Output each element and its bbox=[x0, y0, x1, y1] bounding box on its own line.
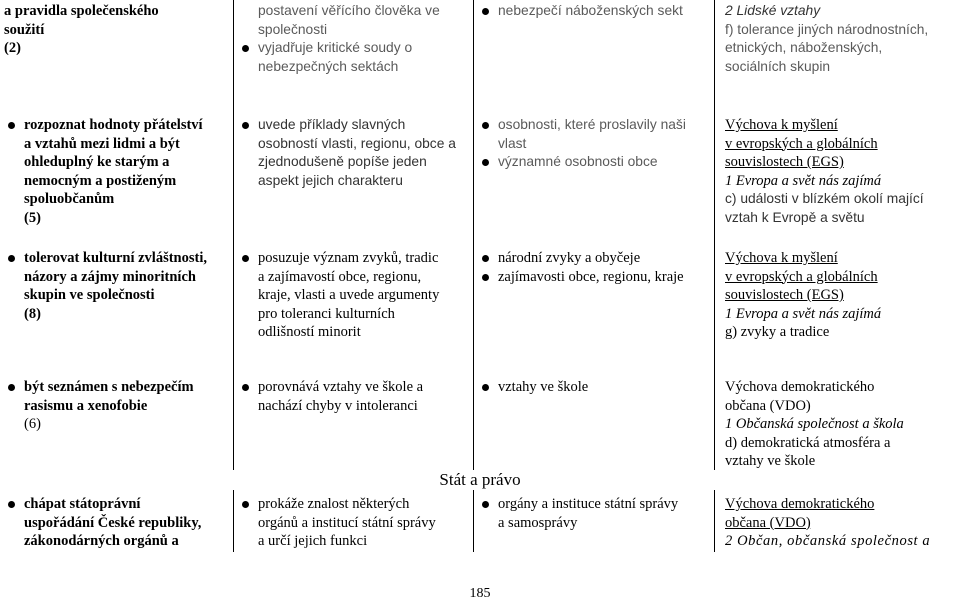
topic-text: vlast bbox=[498, 135, 527, 151]
table-row bbox=[0, 490, 960, 552]
outcome-text: aspekt jejich charakteru bbox=[258, 172, 403, 188]
theme-title: 1 Evropa a svět nás zajímá bbox=[725, 305, 882, 322]
goal-cell bbox=[2, 0, 234, 104]
theme-link[interactable]: Výchova demokratického bbox=[725, 496, 875, 512]
theme-link[interactable]: souvislostech (EGS) bbox=[725, 154, 844, 171]
outcome-cell bbox=[236, 490, 474, 552]
goal-code: (6) bbox=[24, 416, 41, 433]
theme-text: f) tolerance jiných národnostních, bbox=[725, 21, 929, 37]
goal-code: (2) bbox=[4, 40, 21, 57]
outcome-cell bbox=[236, 104, 474, 239]
outcome-text: společnosti bbox=[258, 21, 328, 37]
crosscurricular-cell bbox=[717, 239, 960, 367]
topic-text: a samosprávy bbox=[498, 514, 578, 531]
outcome-text: postavení věřícího člověka ve bbox=[258, 3, 440, 18]
outcome-text: a určí jejich funkci bbox=[258, 533, 368, 550]
theme-title: 2 Občan, občanská společnost a bbox=[725, 533, 931, 550]
goal-bullet: chápat státoprávní bbox=[2, 495, 233, 514]
goal-bullet: být seznámen s nebezpečím bbox=[2, 378, 233, 397]
goal-bullet: tolerovat kulturní zvláštnosti, bbox=[2, 249, 233, 268]
outcome-text: orgánů a institucí státní správy bbox=[258, 514, 436, 531]
crosscurricular-cell bbox=[717, 104, 960, 239]
outcome-cell bbox=[236, 367, 474, 470]
goal-text: soužití bbox=[4, 21, 45, 38]
topic-bullet: národní zvyky a obyčeje bbox=[476, 249, 714, 268]
theme-title: 2 Lidské vztahy bbox=[725, 3, 821, 18]
theme-title: 1 Evropa a svět nás zajímá bbox=[725, 172, 882, 189]
goal-bullet: rozpoznat hodnoty přátelství bbox=[2, 116, 233, 135]
crosscurricular-cell bbox=[717, 490, 960, 552]
goal-cell bbox=[2, 490, 234, 552]
outcome-bullet: prokáže znalost některých bbox=[236, 495, 473, 514]
theme-text: sociálních skupin bbox=[725, 58, 831, 74]
crosscurricular-cell bbox=[717, 0, 960, 104]
theme-link[interactable]: Výchova demokratického bbox=[725, 379, 875, 395]
outcome-text: a zajímavostí obce, regionu, bbox=[258, 268, 422, 285]
goal-cell bbox=[2, 104, 234, 239]
theme-link[interactable]: občana (VDO) bbox=[725, 514, 811, 531]
topic-bullet: zajímavosti obce, regionu, kraje bbox=[476, 268, 714, 287]
theme-title: 1 Občanská společnost a škola bbox=[725, 416, 904, 433]
outcome-text: zjednodušeně popíše jeden bbox=[258, 154, 427, 170]
goal-text: nemocným a postiženým bbox=[24, 172, 177, 189]
outcome-bullet: vyjadřuje kritické soudy o bbox=[236, 39, 473, 58]
goal-code: (5) bbox=[24, 209, 41, 226]
theme-text: vztah k Evropě a světu bbox=[725, 209, 865, 225]
outcome-text: nebezpečných sektách bbox=[258, 58, 399, 74]
topic-bullet: nebezpečí náboženských sekt bbox=[476, 2, 714, 21]
topic-bullet: orgány a instituce státní správy bbox=[476, 495, 714, 514]
theme-text: g) zvyky a tradice bbox=[725, 324, 830, 341]
outcome-text: pro toleranci kulturních bbox=[258, 305, 395, 322]
topic-cell bbox=[476, 104, 715, 239]
goal-text: rasismu a xenofobie bbox=[24, 397, 148, 414]
theme-text: vztahy ve škole bbox=[725, 453, 816, 470]
theme-text: etnických, náboženských, bbox=[725, 40, 883, 56]
table-row bbox=[0, 367, 960, 470]
topic-cell bbox=[476, 0, 715, 104]
goal-text: uspořádání České republiky, bbox=[24, 514, 202, 531]
topic-bullet: významné osobnosti obce bbox=[476, 153, 714, 172]
outcome-bullet: porovnává vztahy ve škole a bbox=[236, 378, 473, 397]
goal-text: a vztahů mezi lidmi a být bbox=[24, 135, 180, 152]
theme-link[interactable]: v evropských a globálních bbox=[725, 135, 878, 152]
theme-link[interactable]: souvislostech (EGS) bbox=[725, 287, 844, 304]
goal-text: skupin ve společnosti bbox=[24, 287, 155, 304]
outcome-text: odlišností minorit bbox=[258, 324, 361, 341]
goal-text: a pravidla společenského bbox=[4, 3, 159, 19]
outcome-bullet: posuzuje význam zvyků, tradic bbox=[236, 249, 473, 268]
theme-text: d) demokratická atmosféra a bbox=[725, 434, 891, 451]
table-row bbox=[0, 239, 960, 367]
goal-text: spoluobčanům bbox=[24, 191, 115, 208]
topic-cell bbox=[476, 239, 715, 367]
goal-code: (8) bbox=[24, 305, 41, 322]
topic-cell bbox=[476, 367, 715, 470]
topic-bullet: osobnosti, které proslavily naši bbox=[476, 116, 714, 135]
goal-text: názory a zájmy minoritních bbox=[24, 268, 196, 285]
outcome-text: nachází chyby v intoleranci bbox=[258, 397, 418, 414]
outcome-cell bbox=[236, 0, 474, 104]
goal-text: ohleduplný ke starým a bbox=[24, 154, 170, 171]
outcome-bullet: uvede příklady slavných bbox=[236, 116, 473, 135]
theme-link[interactable]: Výchova k myšlení bbox=[725, 250, 838, 266]
section-heading: Stát a právo bbox=[439, 470, 521, 489]
outcome-cell bbox=[236, 239, 474, 367]
goal-cell bbox=[2, 239, 234, 367]
crosscurricular-cell bbox=[717, 367, 960, 470]
outcome-text: kraje, vlasti a uvede argumenty bbox=[258, 287, 440, 304]
theme-text: c) události v blízkém okolí mající bbox=[725, 191, 924, 207]
theme-link[interactable]: Výchova k myšlení bbox=[725, 117, 838, 133]
topic-cell bbox=[476, 490, 715, 552]
goal-text: zákonodárných orgánů a bbox=[24, 533, 179, 550]
theme-link[interactable]: občana (VDO) bbox=[725, 397, 811, 414]
table-row bbox=[0, 0, 960, 104]
goal-cell bbox=[2, 367, 234, 470]
theme-link[interactable]: v evropských a globálních bbox=[725, 268, 878, 285]
topic-bullet: vztahy ve škole bbox=[476, 378, 714, 397]
page-number: 185 bbox=[469, 586, 491, 601]
table-row bbox=[0, 104, 960, 239]
outcome-text: osobností vlasti, regionu, obce a bbox=[258, 135, 456, 151]
